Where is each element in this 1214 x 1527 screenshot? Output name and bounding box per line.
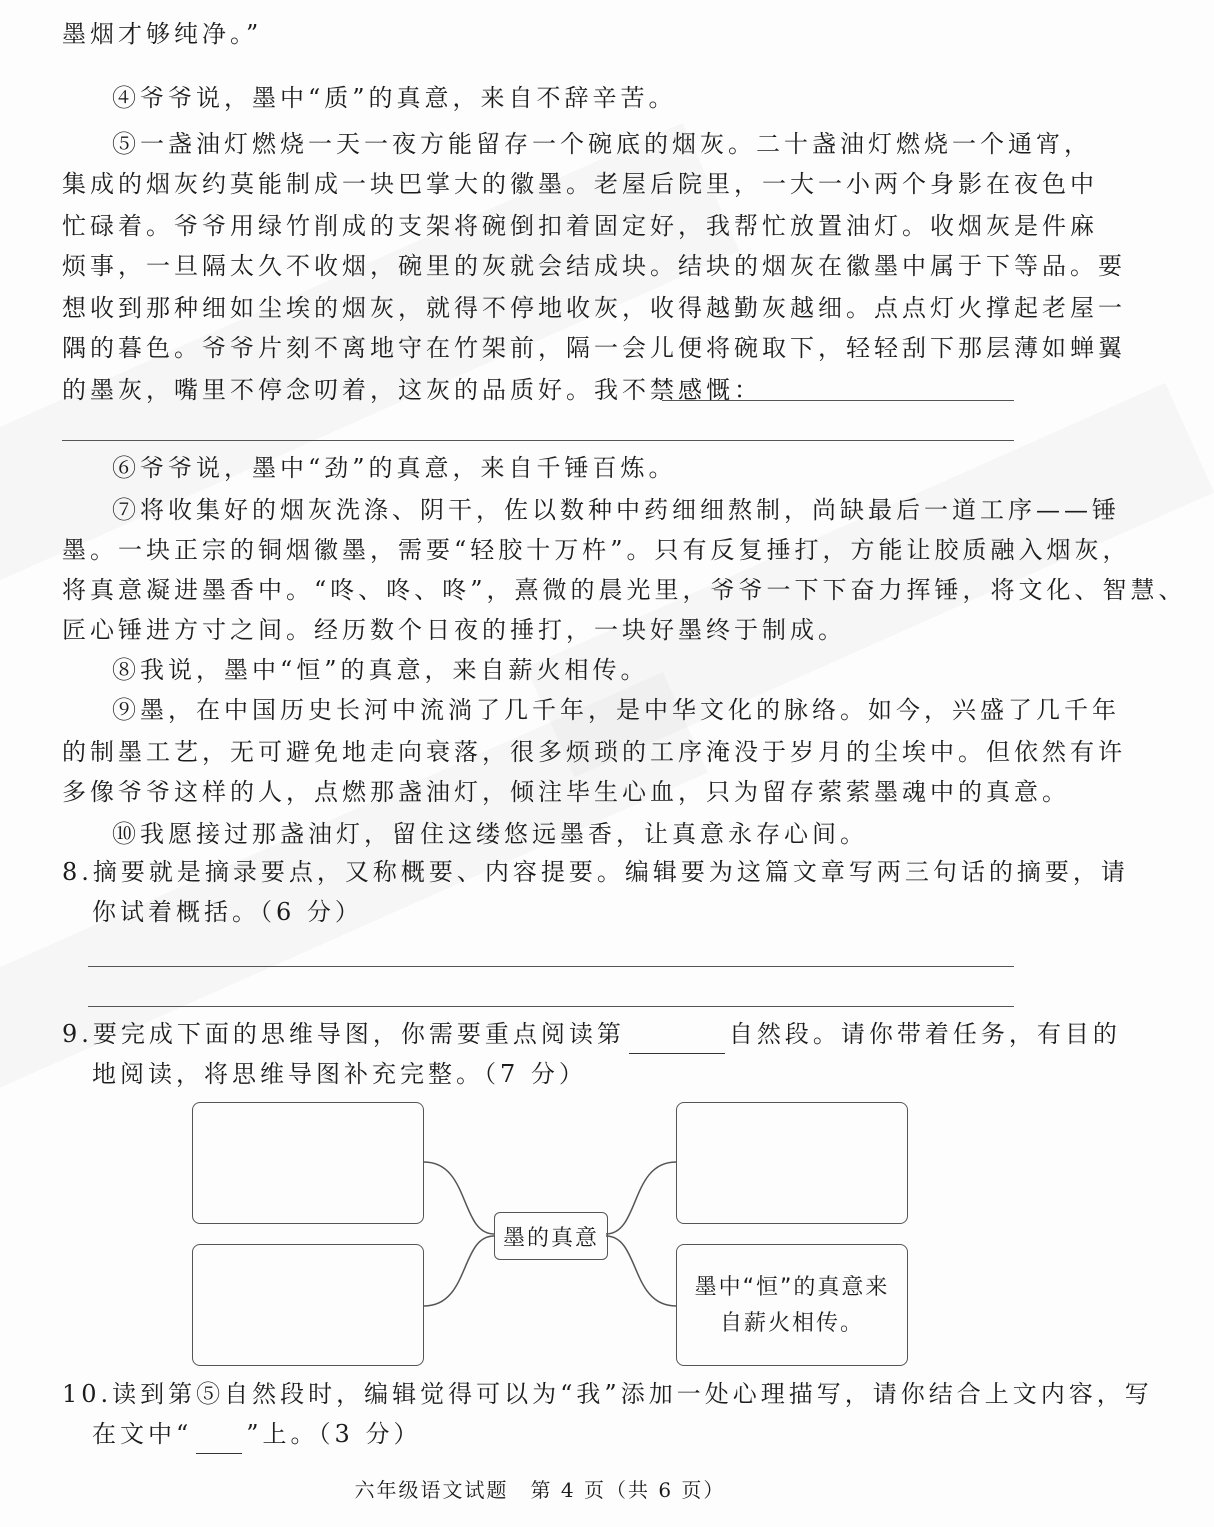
question-9-text-a: 9.要完成下面的思维导图，你需要重点阅读第 xyxy=(62,1020,625,1048)
paragraph-5-line: 烦事，一旦隔太久不收烟，碗里的灰就会结成块。结块的烟灰在徽墨中属于下等品。要 xyxy=(62,252,1126,280)
paragraph-5-line: 的墨灰，嘴里不停念叨着，这灰的品质好。我不禁感慨： xyxy=(62,376,762,404)
question-8: 8.摘要就是摘录要点，又称概要、内容提要。编辑要为这篇文章写两三句话的摘要，请 xyxy=(62,858,1129,886)
paragraph-9-line: 的制墨工艺，无可避免地走向衰落，很多烦琐的工序淹没于岁月的尘埃中。但依然有许 xyxy=(62,738,1126,766)
connector-bottom-right xyxy=(606,1236,676,1306)
question-10-text-a: 在文中“ xyxy=(92,1420,193,1448)
paragraph-4: ④爷爷说，墨中“质”的真意，来自不辞辛苦。 xyxy=(112,84,677,112)
paragraph-8: ⑧我说，墨中“恒”的真意，来自薪火相传。 xyxy=(112,656,649,684)
mindmap-box-bottom-left[interactable] xyxy=(192,1244,424,1366)
connector-top-right xyxy=(606,1162,676,1234)
mindmap-text-line: 自薪火相传。 xyxy=(719,1311,864,1336)
mindmap-box-top-right[interactable] xyxy=(676,1102,908,1224)
question-9-text-b: 自然段。请你带着任务，有目的 xyxy=(728,1020,1121,1048)
paragraph-5-line: 集成的烟灰约莫能制成一块巴掌大的徽墨。老屋后院里，一大一小两个身影在夜色中 xyxy=(62,170,1098,198)
page-footer: 六年级语文试题 第 4 页（共 6 页） xyxy=(354,1478,726,1502)
paragraph-5-line: 隅的暮色。爷爷片刻不离地守在竹架前，隔一会儿便将碗取下，轻轻刮下那层薄如蝉翼 xyxy=(62,334,1126,362)
mindmap-box-top-left[interactable] xyxy=(192,1102,424,1224)
paragraph-7-line: 将真意凝进墨香中。“咚、咚、咚”，熹微的晨光里，爷爷一下下奋力挥锤，将文化、智慧、 xyxy=(62,576,1187,604)
mindmap-bottom-right-text xyxy=(676,1270,908,1342)
paragraph-5-line: 想收到那种细如尘埃的烟灰，就得不停地收灰，收得越勤灰越细。点点灯火撑起老屋一 xyxy=(62,294,1126,322)
paragraph-7-line: ⑦将收集好的烟灰洗涤、阴干，佐以数种中药细细熬制，尚缺最后一道工序——锤 xyxy=(112,496,1120,524)
connector-bottom-left xyxy=(424,1236,494,1306)
paragraph-7-line: 墨。一块正宗的铜烟徽墨，需要“轻胶十万杵”。只有反复捶打，方能让胶质融入烟灰， xyxy=(62,536,1131,564)
paragraph-6: ⑥爷爷说，墨中“劲”的真意，来自千锤百炼。 xyxy=(112,454,677,482)
question-9-cont: 地阅读，将思维导图补充完整。（7 分） xyxy=(92,1060,587,1088)
paragraph-5-line: 忙碌着。爷爷用绿竹削成的支架将碗倒扣着固定好，我帮忙放置油灯。收烟灰是件麻 xyxy=(62,212,1098,240)
paragraph-9-line: ⑨墨，在中国历史长河中流淌了几千年，是中华文化的脉络。如今，兴盛了几千年 xyxy=(112,696,1120,724)
mindmap-center-node: 墨的真意 xyxy=(494,1212,608,1260)
question-10-text-b: ”上。（3 分） xyxy=(246,1420,422,1448)
paragraph-9-line: 多像爷爷这样的人，点燃那盏油灯，倾注毕生心血，只为留存萦萦墨魂中的真意。 xyxy=(62,778,1070,806)
paragraph-7-line: 匠心锤进方寸之间。经历数个日夜的捶打，一块好墨终于制成。 xyxy=(62,616,846,644)
question-10-cont xyxy=(92,1414,1052,1454)
passage-line: 墨烟才够纯净。” xyxy=(62,20,263,48)
question-10: 10.读到第⑤自然段时，编辑觉得可以为“我”添加一处心理描写，请你结合上文内容，写 xyxy=(62,1380,1153,1408)
paragraph-5-line: ⑤一盏油灯燃烧一天一夜方能留存一个碗底的烟灰。二十盏油灯燃烧一个通宵， xyxy=(112,130,1092,158)
connector-top-left xyxy=(424,1162,494,1234)
paragraph-10: ⑩我愿接过那盏油灯，留住这缕悠远墨香，让真意永存心间。 xyxy=(112,820,868,848)
question-8-cont: 你试着概括。（6 分） xyxy=(92,898,363,926)
quote-blank xyxy=(196,1425,242,1454)
mindmap-text-line: 墨中“恒”的真意来 xyxy=(694,1275,890,1300)
